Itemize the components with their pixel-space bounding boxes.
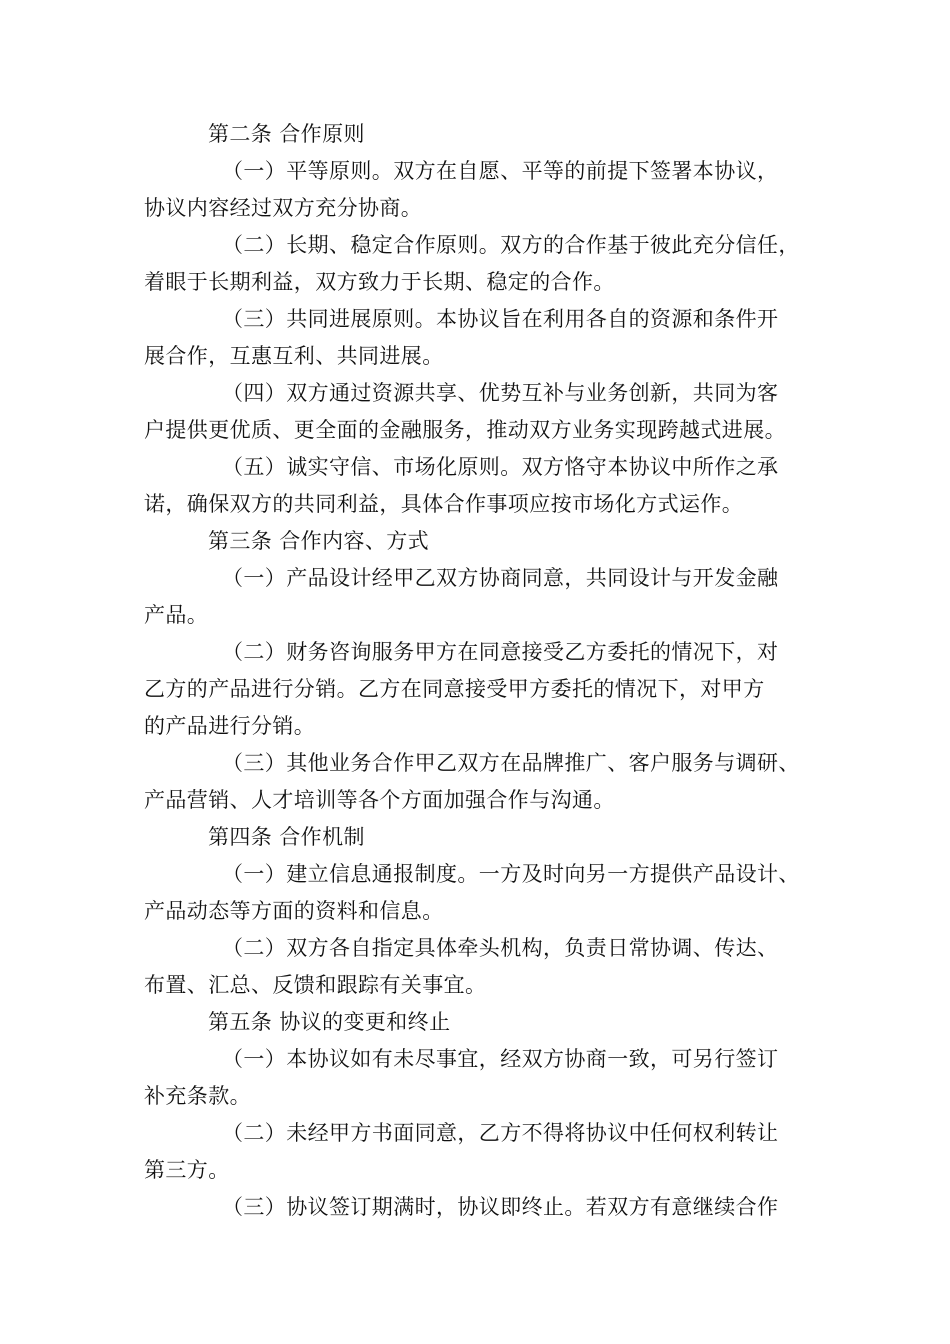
section-heading: 第五条 协议的变更和终止 bbox=[208, 1010, 451, 1034]
document-body bbox=[144, 116, 828, 1226]
paragraph-line: （二）长期、稳定合作原则。双方的合作基于彼此充分信任， bbox=[222, 233, 800, 257]
paragraph-line: 展合作，互惠互利、共同进展。 bbox=[144, 344, 444, 368]
paragraph-line: 产品营销、人才培训等各个方面加强合作与沟通。 bbox=[144, 788, 615, 812]
clause-paragraph bbox=[144, 856, 828, 930]
paragraph-line: 第三方。 bbox=[144, 1158, 230, 1182]
clause-paragraph bbox=[144, 560, 828, 634]
section-heading: 第三条 合作内容、方式 bbox=[208, 529, 430, 553]
paragraph-line: 布置、汇总、反馈和跟踪有关事宜。 bbox=[144, 973, 487, 997]
paragraph-line: （一）平等原则。双方在自愿、平等的前提下签署本协议， bbox=[222, 159, 779, 183]
clause-paragraph bbox=[144, 1189, 828, 1226]
paragraph-line: （三）协议签订期满时，协议即终止。若双方有意继续合作 bbox=[222, 1195, 779, 1219]
paragraph-line: （二）双方各自指定具体牵头机构，负责日常协调、传达、 bbox=[222, 936, 779, 960]
paragraph-line: 乙方的产品进行分销。乙方在同意接受甲方委托的情况下，对甲方 bbox=[144, 677, 765, 701]
section-heading: 第四条 合作机制 bbox=[208, 825, 365, 849]
clause-paragraph bbox=[144, 449, 828, 523]
section-heading: 第二条 合作原则 bbox=[208, 122, 365, 146]
paragraph-line: 着眼于长期利益，双方致力于长期、稳定的合作。 bbox=[144, 270, 615, 294]
paragraph-line: （一）产品设计经甲乙双方协商同意，共同设计与开发金融 bbox=[222, 566, 779, 590]
paragraph-line: 产品动态等方面的资料和信息。 bbox=[144, 899, 444, 923]
paragraph-line: 补充条款。 bbox=[144, 1084, 251, 1108]
clause-paragraph bbox=[144, 930, 828, 1004]
clause-paragraph bbox=[144, 745, 828, 819]
paragraph-line: （一）建立信息通报制度。一方及时向另一方提供产品设计、 bbox=[222, 862, 800, 886]
paragraph-line: 户提供更优质、更全面的金融服务，推动双方业务实现跨越式进展。 bbox=[144, 418, 786, 442]
paragraph-line: 诺，确保双方的共同利益，具体合作事项应按市场化方式运作。 bbox=[144, 492, 744, 516]
paragraph-line: （三）其他业务合作甲乙双方在品牌推广、客户服务与调研、 bbox=[222, 751, 800, 775]
clause-paragraph bbox=[144, 1041, 828, 1115]
paragraph-line: 的产品进行分销。 bbox=[144, 714, 316, 738]
clause-paragraph bbox=[144, 227, 828, 301]
paragraph-line: （五）诚实守信、市场化原则。双方恪守本协议中所作之承 bbox=[222, 455, 779, 479]
paragraph-line: 协议内容经过双方充分协商。 bbox=[144, 196, 423, 220]
clause-paragraph bbox=[144, 634, 828, 745]
paragraph-line: （四）双方通过资源共享、优势互补与业务创新，共同为客 bbox=[222, 381, 779, 405]
clause-paragraph bbox=[144, 301, 828, 375]
paragraph-line: （一）本协议如有未尽事宜，经双方协商一致，可另行签订 bbox=[222, 1047, 779, 1071]
paragraph-line: （三）共同进展原则。本协议旨在利用各自的资源和条件开 bbox=[222, 307, 779, 331]
paragraph-line: （二）财务咨询服务甲方在同意接受乙方委托的情况下，对 bbox=[222, 640, 779, 664]
paragraph-line: （二）未经甲方书面同意，乙方不得将协议中任何权利转让 bbox=[222, 1121, 779, 1145]
paragraph-line: 产品。 bbox=[144, 603, 209, 627]
clause-paragraph bbox=[144, 1115, 828, 1189]
clause-paragraph bbox=[144, 375, 828, 449]
clause-paragraph bbox=[144, 153, 828, 227]
